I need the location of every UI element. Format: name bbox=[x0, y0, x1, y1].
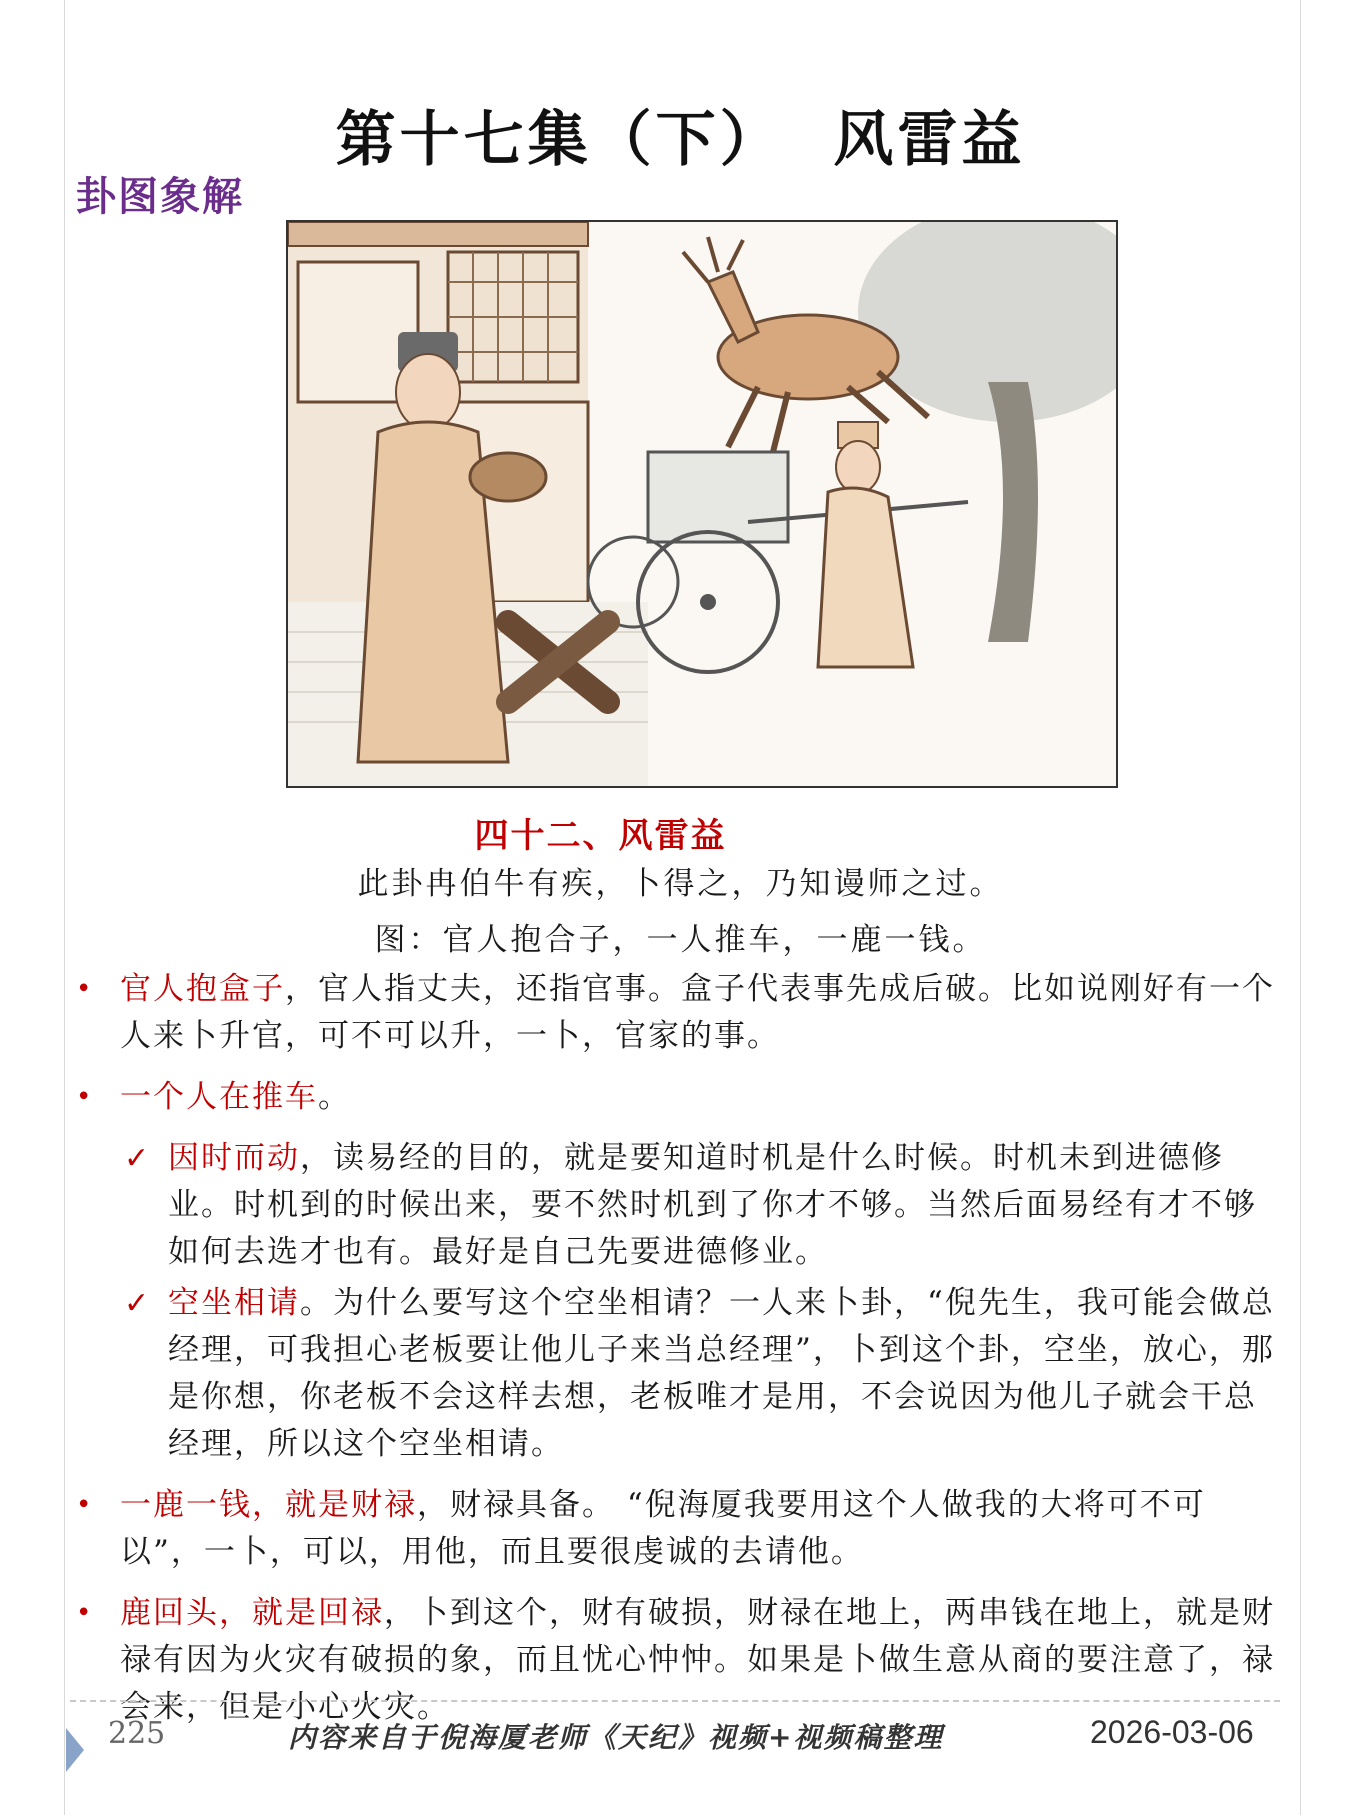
hexagram-name: 四十二、风雷益 bbox=[474, 816, 727, 856]
item-highlight: 因时而动 bbox=[168, 1140, 300, 1176]
item-text: ，财禄具备。 “倪海厦我要用这个人做我的大将可不可以”，一卜，可以，用他，而且要很虔诚的去请他。 bbox=[120, 1487, 1206, 1570]
section-label: 卦图象解 bbox=[76, 173, 244, 220]
bullet-mark: • bbox=[76, 974, 94, 1004]
list-item bbox=[70, 1482, 1285, 1576]
check-mark-icon: ✓ bbox=[124, 1286, 152, 1321]
bullet-mark: • bbox=[76, 1490, 94, 1520]
item-highlight: 一鹿一钱，就是财禄 bbox=[120, 1487, 417, 1523]
servant-figure bbox=[818, 422, 913, 667]
item-text: 。为什么要写这个空坐相请？一人来卜卦，“倪先生，我可能会做总经理，可我担心老板要让他儿子来当总经理”，卜到这个卦，空坐，放心，那是你想，你老板不会这样去想，老板唯才是用，不会说因为他儿子就会干总经理，所以这个空坐相请。 bbox=[168, 1285, 1275, 1462]
item-text: ，卜到这个，财有破损，财禄在地上，两串钱在地上，就是财禄有因为火灾有破损的象，而且忧心忡忡。如果是卜做生意从商的要注意了，禄会来，但是小心火灾。 bbox=[120, 1595, 1275, 1725]
item-highlight: 官人抱盒子 bbox=[120, 971, 285, 1007]
sub-list-item bbox=[70, 1135, 1285, 1276]
explanation-list bbox=[70, 966, 1285, 1745]
footer-divider bbox=[70, 1700, 1280, 1702]
page-title: 第十七集（下） 风雷益 bbox=[335, 105, 1026, 175]
item-text: ，读易经的目的，就是要知道时机是什么时候。时机未到进德修业。时机到的时候出来，要不然时机到了你才不够。当然后面易经有才不够如何去选才也有。最好是自己先要进德修业。 bbox=[168, 1140, 1257, 1270]
item-text: ，官人指丈夫，还指官事。盒子代表事先成后破。比如说刚好有一个人来卜升官，可不可以升，一卜，官家的事。 bbox=[120, 971, 1275, 1054]
illustration-svg bbox=[288, 222, 1116, 786]
item-text: 。 bbox=[318, 1079, 351, 1115]
item-highlight: 鹿回头，就是回禄 bbox=[120, 1595, 384, 1631]
intro-line-2: 图：官人抱合子，一人推车，一鹿一钱。 bbox=[374, 922, 987, 958]
list-item bbox=[70, 1590, 1285, 1731]
item-highlight: 一个人在推车 bbox=[120, 1079, 318, 1115]
bullet-mark: • bbox=[76, 1082, 94, 1112]
footer-source: 内容来自于倪海厦老师《天纪》视频+视频稿整理 bbox=[288, 1721, 944, 1754]
building-beam bbox=[288, 222, 588, 246]
triangle-icon bbox=[66, 1728, 84, 1772]
check-mark-icon: ✓ bbox=[124, 1141, 152, 1176]
list-item bbox=[70, 966, 1285, 1060]
item-highlight: 空坐相请 bbox=[168, 1285, 300, 1321]
footer-date: 2026-03-06 bbox=[1090, 1714, 1254, 1750]
page-edge-right bbox=[1300, 0, 1301, 1815]
hexagram-illustration bbox=[286, 220, 1118, 788]
page-number: 225 bbox=[108, 1716, 166, 1751]
page-edge-left bbox=[64, 0, 65, 1815]
sub-list-item bbox=[70, 1280, 1285, 1468]
intro-line-1: 此卦冉伯牛有疾，卜得之，乃知谩师之过。 bbox=[357, 866, 1004, 902]
bullet-mark: • bbox=[76, 1598, 94, 1628]
list-item bbox=[70, 1074, 1285, 1121]
